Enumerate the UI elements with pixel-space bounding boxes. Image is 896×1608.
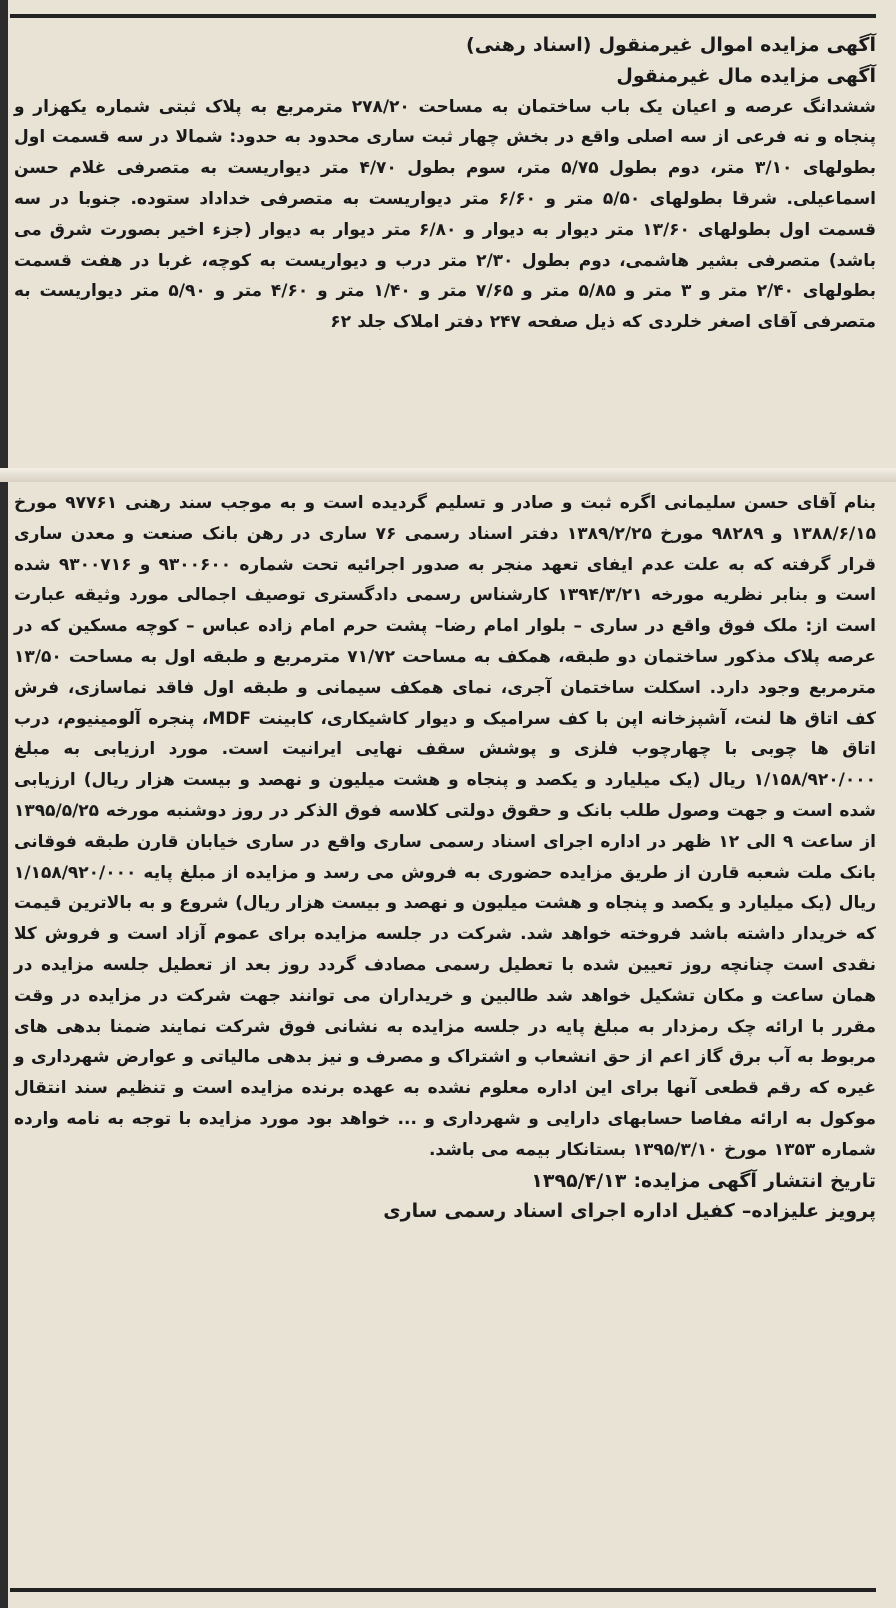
- paper-fold: [0, 468, 896, 482]
- bottom-rule: [10, 1588, 876, 1592]
- notice-upper-block: [14, 30, 876, 338]
- top-rule: [10, 14, 876, 18]
- notice-lower-block: [14, 488, 876, 1227]
- left-edge-strip: [0, 0, 8, 1608]
- notice-subtitle: آگهی مزایده مال غیرمنقول: [616, 64, 876, 87]
- publish-date: تاریخ انتشار آگهی مزایده: ۱۳۹۵/۴/۱۳: [531, 1169, 876, 1192]
- signature: پرویز علیزاده– کفیل اداره اجرای اسناد رسمی ساری: [383, 1200, 876, 1223]
- auction-details: بنام آقای حسن سلیمانی اگره ثبت و صادر و تسلیم گردیده است و به موجب سند رهنی ۹۷۷۶۱ مورخ ۱۳۸۸/۶/۱۵ و ۹۸۲۸۹ مورخ ۱۳۸۹/۲/۲۵ دفتر اسناد رسمی ۷۶ ساری در رهن بانک صنعت و معدن ساری قرار گرفته که به علت عدم ایفای تعهد منجر به صدور اجرائیه تحت شماره ۹۳۰۰۶۰۰ و ۹۳۰۰۷۱۶ شده است و بنابر نظریه مورخه ۱۳۹۴/۳/۲۱ کارشناس رسمی دادگستری توصیف اجمالی مورد وثیقه عبارت است از: ملک فوق واقع در ساری – بلوار امام رضا– پشت حرم امام زاده عباس – کوچه مسکین که در عرصه پلاک مذکور ساختمان دو طبقه، همکف به مساحت ۷۱/۷۲ مترمربع و طبقه اول به مساحت ۱۳/۵۰ مترمربع وجود دارد. اسکلت ساختمان آجری، نمای همکف سیمانی و طبقه اول فاقد نماسازی، فرش کف اتاق ها لنت، آشپزخانه اپن با کف سرامیک و دیوار کاشیکاری، کابینت MDF، پنجره آلومینیوم، درب اتاق ها چوبی با چهارچوب فلزی و پوشش سقف نهایی ایرانیت است. مورد ارزیابی به مبلغ ۱/۱۵۸/۹۲۰/۰۰۰ ریال (یک میلیارد و یکصد و پنجاه و هشت میلیون و نهصد و بیست هزار ریال) ارزیابی شده است و جهت وصول طلب بانک و حقوق دولتی کلاسه فوق الذکر در روز دوشنبه مورخه ۱۳۹۵/۵/۲۵ از ساعت ۹ الی ۱۲ ظهر در اداره اجرای اسناد رسمی ساری واقع در ساری خیابان قارن طبقه فوقانی بانک ملت شعبه قارن از طریق مزایده حضوری به فروش می رسد و مزایده از مبلغ پایه ۱/۱۵۸/۹۲۰/۰۰۰ ریال (یک میلیارد و یکصد و پنجاه و هشت میلیون و نهصد و بیست هزار ریال) شروع و به بالاترین قیمت که خریدار داشته باشد فروخته خواهد شد. شرکت در جلسه مزایده برای عموم آزاد است و فروش کلا نقدی است چنانچه روز تعیین شده با تعطیل رسمی مصادف گردد روز بعد از تعطیل جلسه مزایده در همان ساعت و مکان تشکیل خواهد شد طالبین و خریداران می توانند جهت شرکت در مزایده در وقت مقرر با ارائه چک رمزدار به مبلغ پایه در جلسه مزایده به نشانی فوق شرکت نمایند ضمنا بدهی های مربوط به آب برق گاز اعم از حق انشعاب و اشتراک و مصرف و نیز بدهی مالیاتی و عوارض شهرداری و غیره که رقم قطعی آنها برای این اداره معلوم نشده به عهده برنده مزایده است و تنظیم سند انتقال موکول به ارائه مفاصا حسابهای دارایی و شهرداری و ... خواهد بود مورد مزایده با توجه به نامه وارده شماره ۱۳۵۳ مورخ ۱۳۹۵/۳/۱۰ بستانکار بیمه می باشد.: [14, 493, 877, 1160]
- notice-title: آگهی مزایده اموال غیرمنقول (اسناد رهنی): [466, 34, 876, 56]
- property-description: ششدانگ عرصه و اعیان یک باب ساختمان به مساحت ۲۷۸/۲۰ مترمربع به پلاک ثبتی شماره یکهزار و پنجاه و نه فرعی از سه اصلی واقع در بخش چهار ثبت ساری محدود به حدود: شمالا در سه قسمت اول بطولهای ۳/۱۰ متر، دوم بطول ۵/۷۵ متر، سوم بطول ۴/۷۰ متر دیواریست به متصرفی غلام حسن اسماعیلی. شرقا بطولهای ۵/۵۰ متر و ۶/۶۰ متر دیواریست به متصرفی خداداد ستوده. جنوبا در سه قسمت اول بطولهای ۱۳/۶۰ متر دیوار به دیوار و ۶/۸۰ متر دیوار به دیوار (جزء اخیر بصورت شرق می باشد) متصرفی بشیر هاشمی، دوم بطول ۲/۳۰ متر درب و دیواریست به کوچه، غربا در هفت قسمت بطولهای ۲/۴۰ متر و ۳ متر و ۵/۸۵ متر و ۷/۶۵ متر و ۱/۴۰ متر و ۴/۶۰ متر و ۵/۹۰ متر دیواریست به متصرفی آقای اصغر خلردی که ذیل صفحه ۲۴۷ دفتر املاک جلد ۶۲: [14, 96, 876, 333]
